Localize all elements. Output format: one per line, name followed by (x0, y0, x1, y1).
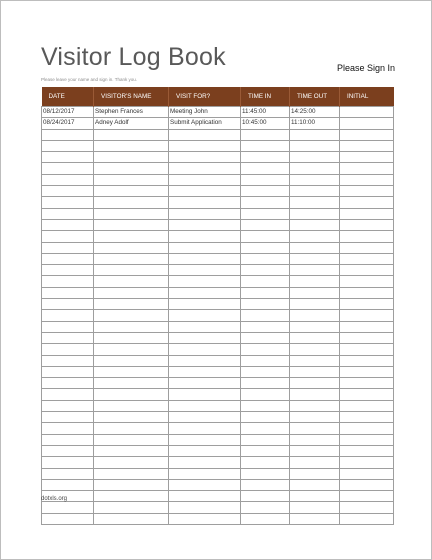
visitor-name-cell[interactable] (94, 253, 169, 264)
date-cell[interactable] (42, 242, 94, 253)
initial-cell[interactable] (340, 389, 394, 400)
time-in-cell[interactable] (241, 129, 290, 140)
table-row (42, 231, 394, 242)
time-out-cell[interactable] (290, 265, 340, 276)
time-out-cell[interactable] (290, 389, 340, 400)
time-out-cell[interactable] (290, 231, 340, 242)
initial-cell[interactable] (340, 299, 394, 310)
time-in-cell[interactable] (241, 468, 290, 479)
visitor-name-cell[interactable] (94, 287, 169, 298)
time-out-cell[interactable] (290, 321, 340, 332)
time-out-cell[interactable] (290, 378, 340, 389)
visit-for-cell[interactable] (169, 129, 241, 140)
time-in-cell[interactable] (241, 242, 290, 253)
table-row (42, 140, 394, 151)
time-in-cell[interactable] (241, 378, 290, 389)
date-cell[interactable] (42, 140, 94, 151)
page-title: Visitor Log Book (41, 43, 226, 71)
initial-cell[interactable] (340, 355, 394, 366)
visitor-name-cell[interactable] (94, 197, 169, 208)
time-in-cell[interactable] (241, 502, 290, 513)
table-row (42, 321, 394, 332)
initial-cell[interactable] (340, 208, 394, 219)
visit-for-cell[interactable] (169, 140, 241, 151)
visit-for-cell[interactable]: Submit Application (169, 118, 241, 129)
time-out-cell[interactable] (290, 491, 340, 502)
date-cell[interactable] (42, 400, 94, 411)
time-out-cell[interactable] (290, 163, 340, 174)
time-in-cell[interactable] (241, 287, 290, 298)
initial-cell[interactable] (340, 287, 394, 298)
table-row (42, 299, 394, 310)
time-out-cell[interactable] (290, 502, 340, 513)
table-row (42, 310, 394, 321)
date-cell[interactable] (42, 412, 94, 423)
visitor-log-table (41, 87, 394, 525)
time-in-cell[interactable] (241, 332, 290, 343)
time-in-cell[interactable] (241, 163, 290, 174)
date-cell[interactable] (42, 163, 94, 174)
visit-for-cell[interactable] (169, 287, 241, 298)
time-in-cell[interactable] (241, 445, 290, 456)
time-out-cell[interactable]: 14:25:00 (290, 107, 340, 118)
time-out-cell[interactable] (290, 208, 340, 219)
time-in-cell[interactable]: 10:45:00 (241, 118, 290, 129)
subtitle-note: Please leave your name and sign in. Thank you. (41, 77, 137, 82)
visitor-name-cell[interactable] (94, 152, 169, 163)
initial-cell[interactable] (340, 412, 394, 423)
date-cell[interactable] (42, 445, 94, 456)
date-cell[interactable] (42, 174, 94, 185)
time-in-cell[interactable] (241, 457, 290, 468)
visit-for-cell[interactable] (169, 355, 241, 366)
time-out-cell[interactable] (290, 219, 340, 230)
initial-cell[interactable] (340, 457, 394, 468)
time-out-cell[interactable] (290, 242, 340, 253)
initial-cell[interactable] (340, 174, 394, 185)
visitor-name-cell[interactable] (94, 445, 169, 456)
visitor-name-cell[interactable] (94, 344, 169, 355)
time-out-cell[interactable] (290, 332, 340, 343)
visit-for-cell[interactable] (169, 412, 241, 423)
visit-for-cell[interactable] (169, 423, 241, 434)
initial-cell[interactable] (340, 366, 394, 377)
visitor-name-cell[interactable] (94, 502, 169, 513)
visit-for-cell[interactable] (169, 479, 241, 490)
time-in-cell[interactable] (241, 344, 290, 355)
time-out-cell[interactable] (290, 400, 340, 411)
header-visit-for: VISIT FOR? (169, 87, 241, 107)
date-cell[interactable] (42, 355, 94, 366)
visitor-name-cell[interactable] (94, 412, 169, 423)
visitor-name-cell[interactable] (94, 434, 169, 445)
visitor-name-cell[interactable] (94, 457, 169, 468)
initial-cell[interactable] (340, 140, 394, 151)
table-row (42, 276, 394, 287)
initial-cell[interactable] (340, 332, 394, 343)
initial-cell[interactable] (340, 445, 394, 456)
time-in-cell[interactable] (241, 355, 290, 366)
initial-cell[interactable] (340, 186, 394, 197)
visit-for-cell[interactable] (169, 197, 241, 208)
time-in-cell[interactable] (241, 174, 290, 185)
visitor-name-cell[interactable] (94, 400, 169, 411)
date-cell[interactable] (42, 321, 94, 332)
time-out-cell[interactable] (290, 253, 340, 264)
header-time-out: TIME OUT (290, 87, 340, 107)
visitor-name-cell[interactable] (94, 321, 169, 332)
table-row (42, 219, 394, 230)
time-out-cell[interactable] (290, 468, 340, 479)
time-out-cell[interactable] (290, 140, 340, 151)
initial-cell[interactable] (340, 197, 394, 208)
time-in-cell[interactable] (241, 479, 290, 490)
header-time-in: TIME IN (241, 87, 290, 107)
time-in-cell[interactable] (241, 299, 290, 310)
date-cell[interactable] (42, 310, 94, 321)
footer-source: dotxls.org (41, 496, 68, 502)
date-cell[interactable] (42, 129, 94, 140)
initial-cell[interactable] (340, 378, 394, 389)
time-out-cell[interactable] (290, 287, 340, 298)
time-in-cell[interactable] (241, 513, 290, 524)
visitor-name-cell[interactable] (94, 186, 169, 197)
time-out-cell[interactable] (290, 310, 340, 321)
table-row (42, 242, 394, 253)
visit-for-cell[interactable] (169, 231, 241, 242)
visit-for-cell[interactable] (169, 174, 241, 185)
table-row (42, 366, 394, 377)
date-cell[interactable] (42, 479, 94, 490)
visit-for-cell[interactable] (169, 299, 241, 310)
visitor-name-cell[interactable] (94, 242, 169, 253)
visitor-name-cell[interactable] (94, 423, 169, 434)
table-row (42, 412, 394, 423)
table-row (42, 287, 394, 298)
time-in-cell[interactable] (241, 197, 290, 208)
visit-for-cell[interactable] (169, 378, 241, 389)
date-cell[interactable]: 08/24/2017 (42, 118, 94, 129)
initial-cell[interactable] (340, 253, 394, 264)
visit-for-cell[interactable] (169, 434, 241, 445)
visit-for-cell[interactable] (169, 445, 241, 456)
date-cell[interactable] (42, 197, 94, 208)
visit-for-cell[interactable] (169, 400, 241, 411)
table-row (42, 344, 394, 355)
date-cell[interactable] (42, 502, 94, 513)
visit-for-cell[interactable]: Meeting John (169, 107, 241, 118)
initial-cell[interactable] (340, 219, 394, 230)
table-row (42, 457, 394, 468)
visitor-name-cell[interactable] (94, 479, 169, 490)
time-out-cell[interactable] (290, 457, 340, 468)
time-out-cell[interactable] (290, 445, 340, 456)
visitor-name-cell[interactable] (94, 231, 169, 242)
date-cell[interactable] (42, 457, 94, 468)
table-row (42, 479, 394, 490)
time-out-cell[interactable] (290, 174, 340, 185)
time-out-cell[interactable] (290, 344, 340, 355)
visit-for-cell[interactable] (169, 344, 241, 355)
header-initial: INITIAL (340, 87, 394, 107)
visit-for-cell[interactable] (169, 219, 241, 230)
initial-cell[interactable] (340, 468, 394, 479)
visit-for-cell[interactable] (169, 332, 241, 343)
date-cell[interactable] (42, 344, 94, 355)
sign-in-label: Please Sign In (337, 63, 396, 73)
table-row (42, 445, 394, 456)
time-out-cell[interactable] (290, 355, 340, 366)
visitor-name-cell[interactable] (94, 355, 169, 366)
date-cell[interactable] (42, 389, 94, 400)
visit-for-cell[interactable] (169, 152, 241, 163)
time-in-cell[interactable] (241, 434, 290, 445)
date-cell[interactable] (42, 208, 94, 219)
table-header-row (42, 87, 394, 107)
table-row (42, 253, 394, 264)
visitor-name-cell[interactable]: Adney Adolf (94, 118, 169, 129)
visit-for-cell[interactable] (169, 513, 241, 524)
visitor-name-cell[interactable] (94, 140, 169, 151)
initial-cell[interactable] (340, 231, 394, 242)
visit-for-cell[interactable] (169, 163, 241, 174)
initial-cell[interactable] (340, 321, 394, 332)
table-row (42, 491, 394, 502)
initial-cell[interactable] (340, 400, 394, 411)
table-row (42, 107, 394, 118)
initial-cell[interactable] (340, 163, 394, 174)
visitor-name-cell[interactable] (94, 129, 169, 140)
date-cell[interactable] (42, 276, 94, 287)
initial-cell[interactable] (340, 276, 394, 287)
table-row (42, 208, 394, 219)
time-in-cell[interactable] (241, 186, 290, 197)
visit-for-cell[interactable] (169, 310, 241, 321)
time-in-cell[interactable] (241, 152, 290, 163)
time-in-cell[interactable] (241, 412, 290, 423)
visitor-name-cell[interactable] (94, 491, 169, 502)
date-cell[interactable]: 08/12/2017 (42, 107, 94, 118)
visit-for-cell[interactable] (169, 242, 241, 253)
time-out-cell[interactable] (290, 276, 340, 287)
date-cell[interactable] (42, 152, 94, 163)
time-in-cell[interactable] (241, 219, 290, 230)
visitor-name-cell[interactable] (94, 513, 169, 524)
visit-for-cell[interactable] (169, 457, 241, 468)
table-row (42, 163, 394, 174)
initial-cell[interactable] (340, 434, 394, 445)
time-out-cell[interactable] (290, 299, 340, 310)
time-in-cell[interactable] (241, 208, 290, 219)
date-cell[interactable] (42, 366, 94, 377)
visitor-name-cell[interactable] (94, 378, 169, 389)
table-body (42, 107, 394, 525)
visitor-name-cell[interactable] (94, 332, 169, 343)
table-row (42, 468, 394, 479)
time-in-cell[interactable] (241, 491, 290, 502)
table-row (42, 174, 394, 185)
initial-cell[interactable] (340, 479, 394, 490)
visit-for-cell[interactable] (169, 502, 241, 513)
initial-cell[interactable] (340, 107, 394, 118)
date-cell[interactable] (42, 423, 94, 434)
visitor-name-cell[interactable] (94, 265, 169, 276)
date-cell[interactable] (42, 186, 94, 197)
time-out-cell[interactable] (290, 366, 340, 377)
visitor-name-cell[interactable] (94, 208, 169, 219)
date-cell[interactable] (42, 253, 94, 264)
time-in-cell[interactable] (241, 231, 290, 242)
initial-cell[interactable] (340, 344, 394, 355)
table-row (42, 265, 394, 276)
time-out-cell[interactable]: 11:10:00 (290, 118, 340, 129)
initial-cell[interactable] (340, 502, 394, 513)
date-cell[interactable] (42, 219, 94, 230)
time-in-cell[interactable]: 11:45:00 (241, 107, 290, 118)
table-row (42, 378, 394, 389)
visitor-name-cell[interactable] (94, 276, 169, 287)
time-in-cell[interactable] (241, 140, 290, 151)
time-out-cell[interactable] (290, 434, 340, 445)
time-out-cell[interactable] (290, 197, 340, 208)
initial-cell[interactable] (340, 152, 394, 163)
initial-cell[interactable] (340, 242, 394, 253)
date-cell[interactable] (42, 468, 94, 479)
date-cell[interactable] (42, 513, 94, 524)
time-in-cell[interactable] (241, 253, 290, 264)
time-in-cell[interactable] (241, 366, 290, 377)
table-row (42, 332, 394, 343)
time-in-cell[interactable] (241, 310, 290, 321)
initial-cell[interactable] (340, 265, 394, 276)
time-out-cell[interactable] (290, 479, 340, 490)
visitor-name-cell[interactable] (94, 174, 169, 185)
time-in-cell[interactable] (241, 389, 290, 400)
visitor-name-cell[interactable] (94, 163, 169, 174)
table-row (42, 502, 394, 513)
visitor-name-cell[interactable] (94, 299, 169, 310)
table-row (42, 423, 394, 434)
table-row (42, 355, 394, 366)
visit-for-cell[interactable] (169, 491, 241, 502)
visitor-name-cell[interactable] (94, 310, 169, 321)
visit-for-cell[interactable] (169, 186, 241, 197)
time-out-cell[interactable] (290, 129, 340, 140)
table-row (42, 152, 394, 163)
visitor-name-cell[interactable] (94, 366, 169, 377)
initial-cell[interactable] (340, 310, 394, 321)
date-cell[interactable] (42, 287, 94, 298)
table-row (42, 400, 394, 411)
table-row (42, 434, 394, 445)
visitor-name-cell[interactable] (94, 219, 169, 230)
initial-cell[interactable] (340, 423, 394, 434)
initial-cell[interactable] (340, 118, 394, 129)
date-cell[interactable] (42, 434, 94, 445)
visitor-name-cell[interactable] (94, 468, 169, 479)
visit-for-cell[interactable] (169, 276, 241, 287)
date-cell[interactable] (42, 378, 94, 389)
table-row (42, 186, 394, 197)
time-out-cell[interactable] (290, 186, 340, 197)
time-in-cell[interactable] (241, 423, 290, 434)
header-date: DATE (42, 87, 94, 107)
visit-for-cell[interactable] (169, 253, 241, 264)
header-visitor-name: VISITOR'S NAME (94, 87, 169, 107)
visit-for-cell[interactable] (169, 208, 241, 219)
date-cell[interactable] (42, 265, 94, 276)
visit-for-cell[interactable] (169, 389, 241, 400)
date-cell[interactable] (42, 299, 94, 310)
time-out-cell[interactable] (290, 412, 340, 423)
time-in-cell[interactable] (241, 321, 290, 332)
initial-cell[interactable] (340, 129, 394, 140)
time-out-cell[interactable] (290, 152, 340, 163)
table-row (42, 389, 394, 400)
time-out-cell[interactable] (290, 423, 340, 434)
table-row (42, 197, 394, 208)
visit-for-cell[interactable] (169, 468, 241, 479)
time-in-cell[interactable] (241, 276, 290, 287)
table-row (42, 129, 394, 140)
time-in-cell[interactable] (241, 265, 290, 276)
initial-cell[interactable] (340, 513, 394, 524)
visit-for-cell[interactable] (169, 321, 241, 332)
visitor-name-cell[interactable]: Stephen Frances (94, 107, 169, 118)
table-row (42, 513, 394, 524)
visitor-name-cell[interactable] (94, 389, 169, 400)
time-in-cell[interactable] (241, 400, 290, 411)
visit-for-cell[interactable] (169, 265, 241, 276)
date-cell[interactable] (42, 332, 94, 343)
table-row (42, 118, 394, 129)
date-cell[interactable] (42, 231, 94, 242)
time-out-cell[interactable] (290, 513, 340, 524)
initial-cell[interactable] (340, 491, 394, 502)
visit-for-cell[interactable] (169, 366, 241, 377)
